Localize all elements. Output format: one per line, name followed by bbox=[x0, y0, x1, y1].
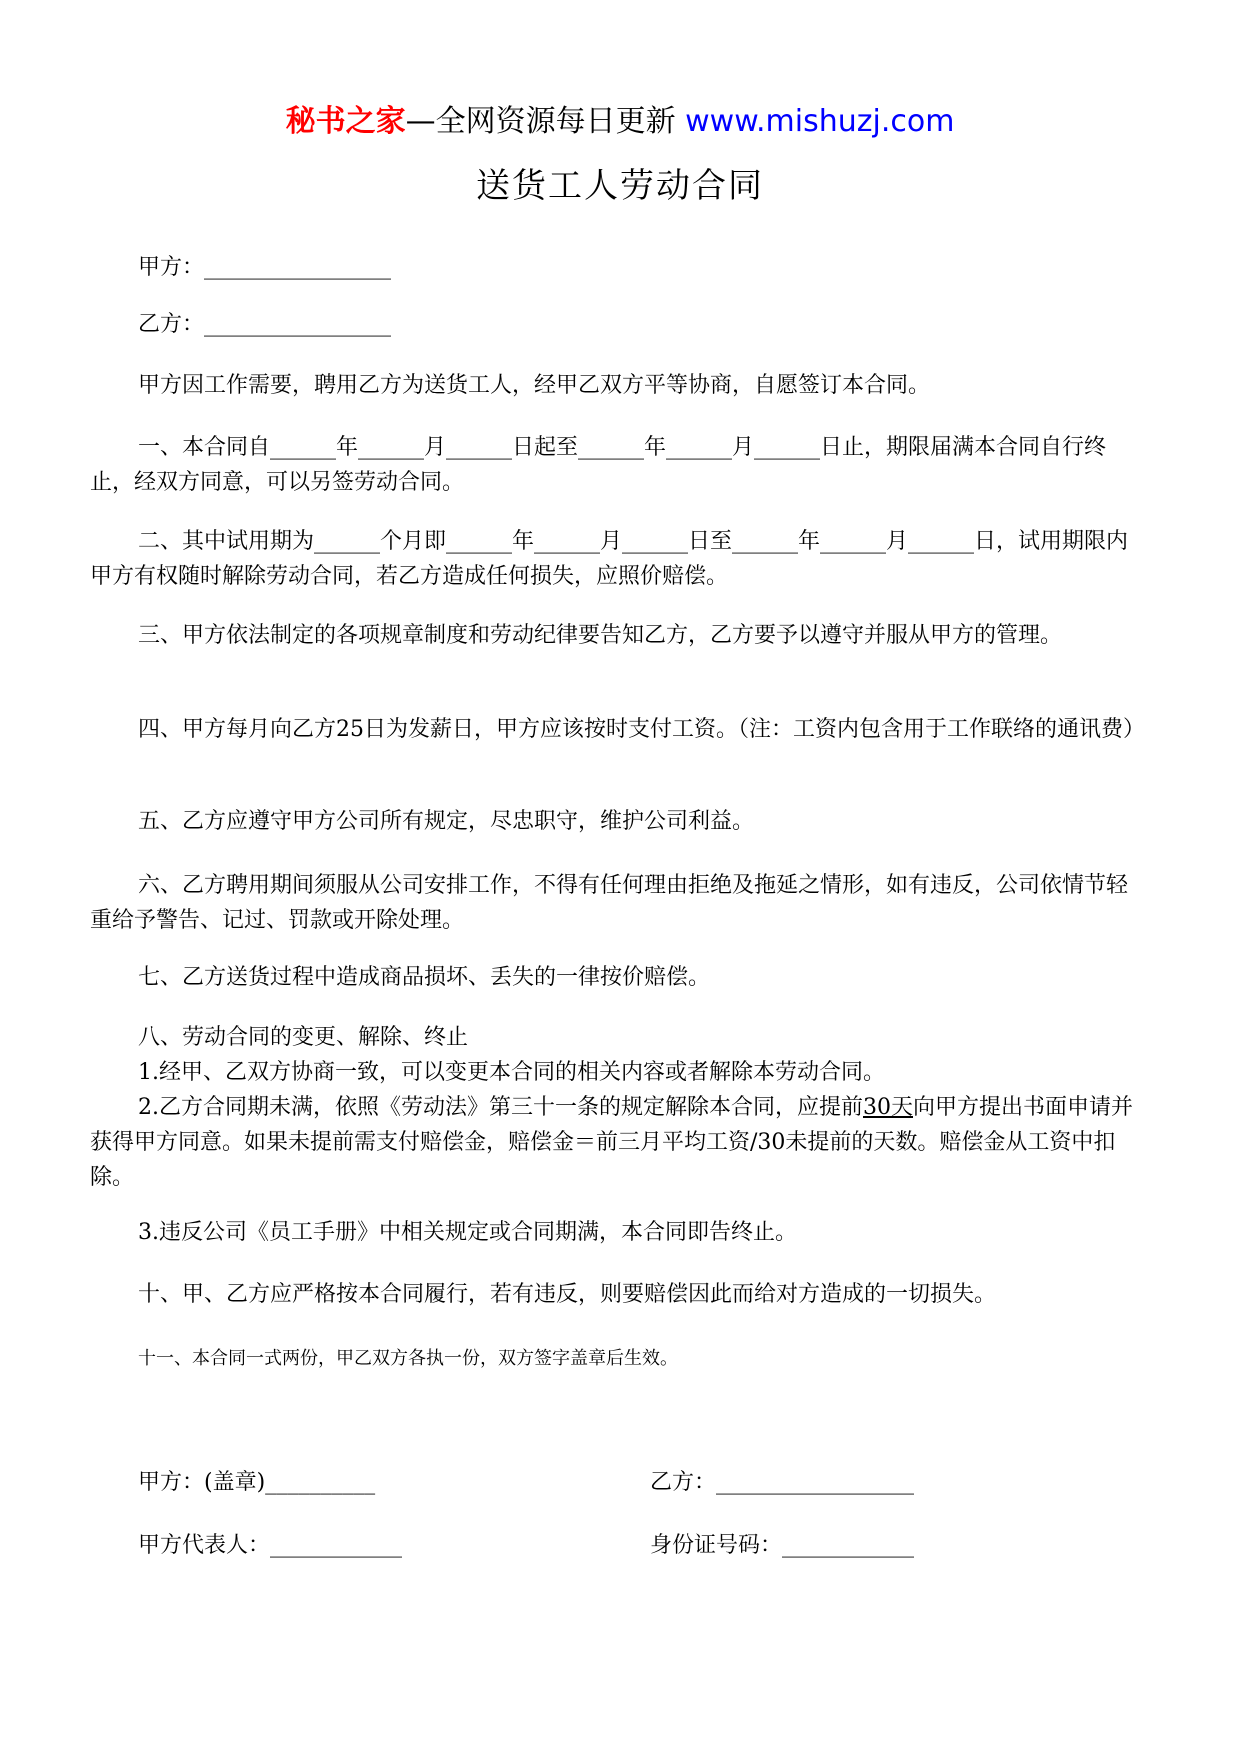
intro-paragraph: 甲方因工作需要，聘用乙方为送货工人，经甲乙双方平等协商，自愿签订本合同。 bbox=[138, 373, 931, 398]
clause-8-heading: 八、劳动合同的变更、解除、终止 bbox=[138, 1025, 469, 1050]
clause-8-item-2-text: 2.乙方合同期未满，依照《劳动法》第三十一条的规定解除本合同，应提前 bbox=[138, 1095, 863, 1120]
clause-8-item-2-rest: 向甲方提出书面申请并获得甲方同意。如果未提前需支付赔偿金，赔偿金＝前三月平均工资/30未提前的天数。赔偿金从工资中扣除。 bbox=[90, 1095, 1134, 1190]
signature-party-a-representative: 甲方代表人：____________ bbox=[138, 1533, 403, 1558]
notice-period-value: 30天 bbox=[863, 1095, 913, 1120]
clause-8-item-3: 3.违反公司《员工手册》中相关规定或合同期满，本合同即告终止。 bbox=[138, 1220, 797, 1245]
signature-id-number: 身份证号码：____________ bbox=[650, 1533, 915, 1558]
banner-url-link[interactable]: www.mishuzj.com bbox=[685, 104, 955, 139]
signature-party-b: 乙方：__________________ bbox=[650, 1470, 915, 1495]
banner-brand: 秘书之家 bbox=[285, 104, 406, 139]
clause-7: 七、乙方送货过程中造成商品损坏、丢失的一律按价赔偿。 bbox=[138, 965, 711, 990]
signature-party-a-seal: 甲方：(盖章)__________ bbox=[138, 1470, 376, 1495]
clause-8-item-1: 1.经甲、乙双方协商一致，可以变更本合同的相关内容或者解除本劳动合同。 bbox=[138, 1060, 885, 1085]
clause-11: 十一、本合同一式两份，甲乙双方各执一份，双方签字盖章后生效。 bbox=[138, 1348, 678, 1369]
banner-tagline: —全网资源每日更新 bbox=[405, 104, 686, 139]
site-banner bbox=[0, 100, 1240, 144]
party-b-line: 乙方：_________________ bbox=[138, 312, 392, 337]
clause-8-item-2 bbox=[90, 1090, 1144, 1195]
clause-10: 十、甲、乙方应严格按本合同履行，若有违反，则要赔偿因此而给对方造成的一切损失。 bbox=[138, 1282, 997, 1307]
clause-2: 二、其中试用期为______个月即______年______月______日至______年______月______日，试用期限内甲方有权随时解除劳动合同，若乙方造成任何损失，应照价赔偿。 bbox=[90, 529, 1129, 589]
clause-4: 四、甲方每月向乙方25日为发薪日，甲方应该按时支付工资。（注：工资内包含用于工作联络的通讯费） bbox=[138, 717, 1145, 742]
clause-3: 三、甲方依法制定的各项规章制度和劳动纪律要告知乙方，乙方要予以遵守并服从甲方的管理。 bbox=[138, 623, 1063, 648]
clause-5: 五、乙方应遵守甲方公司所有规定，尽忠职守，维护公司利益。 bbox=[138, 809, 755, 834]
clause-1: 一、本合同自______年______月______日起至______年______月______日止，期限届满本合同自行终止，经双方同意，可以另签劳动合同。 bbox=[90, 435, 1107, 495]
clause-6: 六、乙方聘用期间须服从公司安排工作，不得有任何理由拒绝及拖延之情形，如有违反，公司依情节轻重给予警告、记过、罚款或开除处理。 bbox=[90, 873, 1129, 933]
document-title: 送货工人劳动合同 bbox=[476, 166, 764, 206]
party-a-line: 甲方：_________________ bbox=[138, 255, 392, 280]
